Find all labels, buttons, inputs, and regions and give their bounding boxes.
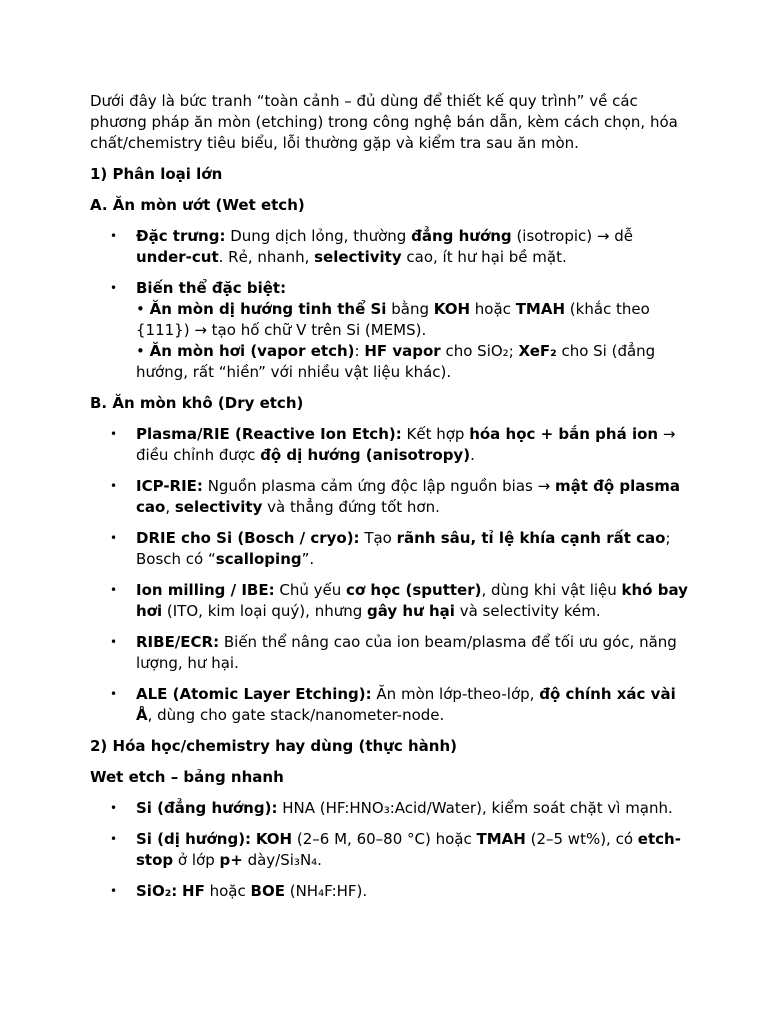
list-item-icp-rie: • ICP-RIE: Nguồn plasma cảm ứng độc lập nguồn bias → mật độ plasma cao, selectivity và thẳng đứng tốt hơn. bbox=[90, 476, 690, 518]
subheading-wet-etch-table: Wet etch – bảng nhanh bbox=[90, 768, 284, 786]
list-item-si-isotropic: • Si (đẳng hướng): HNA (HF:HNO₃:Acid/Water), kiểm soát chặt vì mạnh. bbox=[90, 798, 690, 819]
variant-vapor-etch: • Ăn mòn hơi (vapor etch): HF vapor cho SiO₂; XeF₂ cho Si (đẳng hướng, rất “hiền” với nhiều vật liệu khác). bbox=[136, 342, 656, 381]
list-item-sio2: • SiO₂: HF hoặc BOE (NH₄F:HF). bbox=[90, 881, 690, 902]
chemistry-list bbox=[90, 798, 690, 902]
subheading-wet-etch: A. Ăn mòn ướt (Wet etch) bbox=[90, 196, 305, 214]
wet-etch-list bbox=[90, 226, 690, 383]
intro-paragraph: Dưới đây là bức tranh “toàn cảnh – đủ dùng để thiết kế quy trình” về các phương pháp ăn mòn (etching) trong công nghệ bán dẫn, kèm cách chọn, hóa chất/chemistry tiêu biểu, lỗi thường gặp và kiểm tra sau ăn mòn. bbox=[90, 92, 678, 152]
list-item-ion-milling: • Ion milling / IBE: Chủ yếu cơ học (sputter), dùng khi vật liệu khó bay hơi (ITO, kim loại quý), nhưng gây hư hại và selectivity kém. bbox=[90, 580, 690, 622]
list-item-ribe-ecr: • RIBE/ECR: Biến thể nâng cao của ion beam/plasma để tối ưu góc, năng lượng, hư hại. bbox=[90, 632, 690, 674]
list-item-rie: • Plasma/RIE (Reactive Ion Etch): Kết hợp hóa học + bắn phá ion → điều chỉnh được độ dị hướng (anisotropy). bbox=[90, 424, 690, 466]
dry-etch-list bbox=[90, 424, 690, 726]
list-item-wet-characteristics: • Đặc trưng: Dung dịch lỏng, thường đẳng hướng (isotropic) → dễ under-cut. Rẻ, nhanh, selectivity cao, ít hư hại bề mặt. bbox=[90, 226, 690, 268]
document-body bbox=[90, 91, 690, 912]
list-item-si-anisotropic: • Si (dị hướng): KOH (2–6 M, 60–80 °C) hoặc TMAH (2–5 wt%), có etch-stop ở lớp p+ dày/Si₃N₄. bbox=[90, 829, 690, 871]
list-item-ale: • ALE (Atomic Layer Etching): Ăn mòn lớp-theo-lớp, độ chính xác vài Å, dùng cho gate stack/nanometer-node. bbox=[90, 684, 690, 726]
section-heading-classification: 1) Phân loại lớn bbox=[90, 165, 223, 183]
variants-title: Biến thể đặc biệt: bbox=[136, 279, 287, 297]
list-item-drie: • DRIE cho Si (Bosch / cryo): Tạo rãnh sâu, tỉ lệ khía cạnh rất cao; Bosch có “scalloping”. bbox=[90, 528, 690, 570]
variant-anisotropic-si: • Ăn mòn dị hướng tinh thể Si bằng KOH hoặc TMAH (khắc theo {111}) → tạo hố chữ V trên Si (MEMS). bbox=[136, 300, 650, 339]
subheading-dry-etch: B. Ăn mòn khô (Dry etch) bbox=[90, 394, 304, 412]
section-heading-chemistry: 2) Hóa học/chemistry hay dùng (thực hành) bbox=[90, 737, 457, 755]
list-item-wet-variants bbox=[90, 278, 690, 383]
